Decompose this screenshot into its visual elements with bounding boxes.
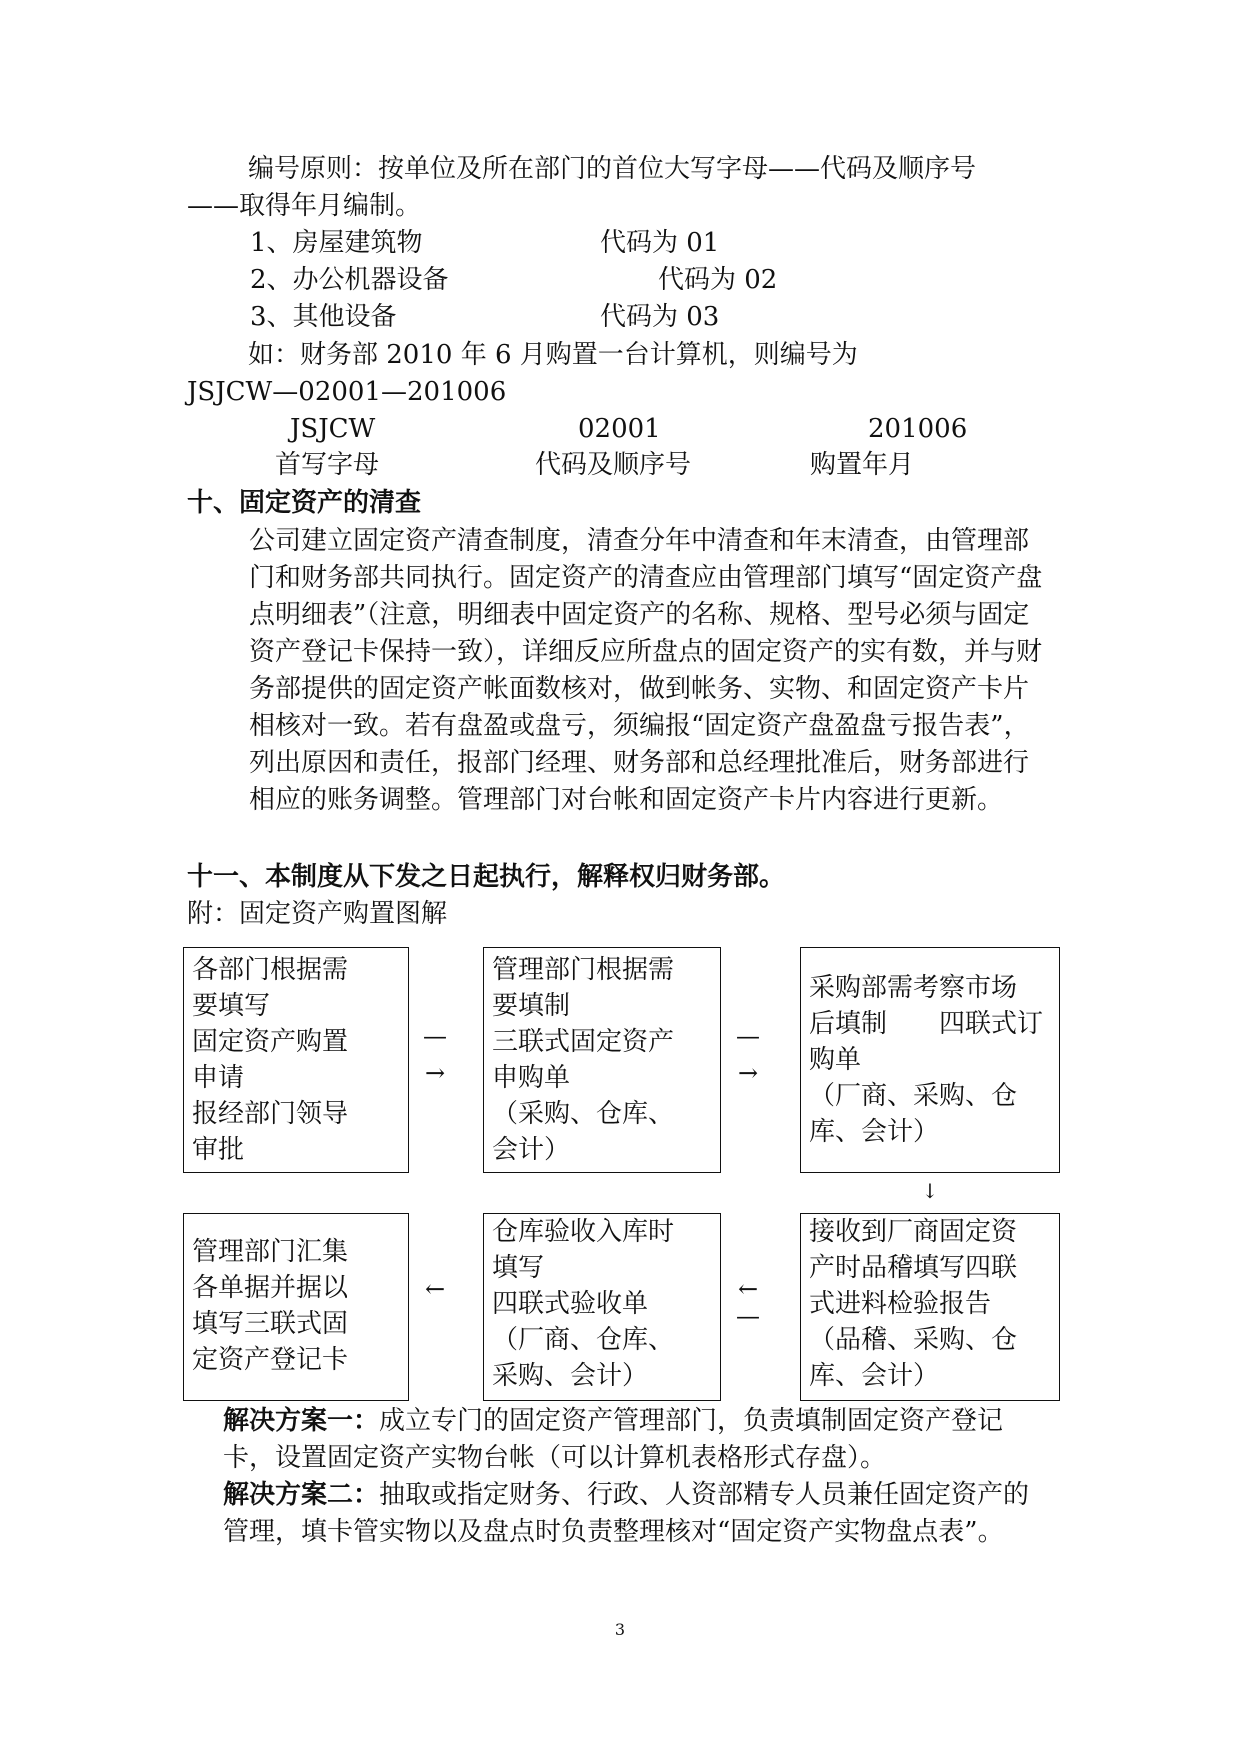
code-label-1: 1、房屋建筑物: [250, 228, 423, 258]
section10-heading: 十、固定资产的清查: [187, 488, 422, 518]
flow-box-requisition-line: 申购单: [492, 1063, 571, 1093]
section10-body: [187, 523, 1053, 819]
flow-arrow-left-2: ←: [737, 1275, 759, 1303]
flow-box-receiving-line: 仓库验收入库时: [492, 1217, 675, 1247]
part-3: 201006: [868, 414, 968, 444]
part-2: 02001: [578, 414, 661, 444]
part-label-1: 首写字母: [275, 450, 380, 480]
flow-box-inspection-line: 库、会计）: [809, 1361, 940, 1391]
flow-box-inspection: [800, 1213, 1060, 1401]
solution-1: [187, 1403, 1053, 1477]
flow-box-apply-line: 报经部门领导: [192, 1099, 349, 1129]
flow-box-inspection-line: 产时品稽填写四联: [809, 1253, 1018, 1283]
code-label-3: 3、其他设备: [250, 302, 397, 332]
solution-2-title: 解决方案二：: [223, 1480, 380, 1510]
flow-box-purchase-order-line: 购单: [809, 1045, 862, 1075]
flow-box-registration-line: 填写三联式固: [192, 1309, 349, 1339]
appendix-label: 附：固定资产购置图解: [187, 899, 448, 929]
flow-box-inspection-line: （品稽、采购、仓: [809, 1325, 1018, 1355]
flow-box-registration-line: 各单据并据以: [192, 1273, 349, 1303]
flow-box-requisition-line: 要填制: [492, 991, 571, 1021]
section10-body-text: 公司建立固定资产清查制度，清查分年中清查和年末清查，由管理部门和财务部共同执行。固定资产的清查应由管理部门填写“固定资产盘点明细表”（注意，明细表中固定资产的名称、规格、型号必须与固定资产登记卡保持一致），详细反应所盘点的固定资产的实有数，并与财务部提供的固定资产帐面数核对，做到帐务、实物、和固定资产卡片相核对一致。若有盘盈或盘亏，须编报“固定资产盘盈盘亏报告表”，列出原因和责任，报部门经理、财务部和总经理批准后，财务部进行相应的账务调整。管理部门对台帐和固定资产卡片内容进行更新。: [249, 526, 1043, 815]
flow-dash-2: —: [736, 1022, 760, 1050]
code-value-1: 代码为 01: [600, 228, 720, 258]
flow-box-apply-line: 申请: [192, 1063, 245, 1093]
numbering-rule-line2: ——取得年月编制。: [187, 191, 422, 221]
flow-box-registration-line: 管理部门汇集: [192, 1237, 349, 1267]
code-value-2: 代码为 02: [658, 265, 778, 295]
flow-arrow-right-1: →: [424, 1059, 446, 1087]
flow-box-receiving: [483, 1213, 721, 1401]
flow-box-apply-line: 审批: [192, 1135, 245, 1165]
flow-box-requisition-line: 三联式固定资产: [492, 1027, 675, 1057]
code-value-3: 代码为 03: [600, 302, 720, 332]
flow-arrow-left-1: ←: [424, 1275, 446, 1303]
flow-box-apply-line: 各部门根据需: [192, 955, 349, 985]
flow-box-requisition-line: 会计）: [492, 1135, 571, 1165]
code-label-2: 2、办公机器设备: [250, 265, 449, 295]
part-1: JSJCW: [290, 414, 376, 444]
flow-dash-3: —: [736, 1302, 760, 1330]
flow-box-purchase-order-line: 后填制 四联式订: [809, 1009, 1044, 1039]
flow-box-requisition-line: 管理部门根据需: [492, 955, 675, 985]
page-number: 3: [614, 1620, 626, 1639]
numbering-rule-line1: 编号原则：按单位及所在部门的首位大写字母——代码及顺序号: [248, 154, 977, 184]
solution-1-text: 成立专门的固定资产管理部门，负责填制固定资产登记卡，设置固定资产实物台帐（可以计算机表格形式存盘）。: [223, 1406, 1004, 1473]
flow-arrow-down: ↓: [921, 1179, 939, 1203]
flow-box-requisition: [483, 947, 721, 1173]
flow-box-registration-line: 定资产登记卡: [192, 1345, 349, 1375]
flow-box-receiving-line: 四联式验收单: [492, 1289, 649, 1319]
section11-heading: 十一、本制度从下发之日起执行，解释权归财务部。: [187, 862, 786, 892]
solution-2: [187, 1477, 1053, 1551]
solution-1-title: 解决方案一：: [223, 1406, 380, 1436]
example-line1: 如：财务部 2010 年 6 月购置一台计算机，则编号为: [248, 340, 858, 370]
flow-box-receiving-line: 填写: [492, 1253, 545, 1283]
flow-box-inspection-line: 接收到厂商固定资: [809, 1217, 1018, 1247]
flow-box-purchase-order-line: 库、会计）: [809, 1117, 940, 1147]
flow-box-registration: [183, 1213, 409, 1401]
flow-box-purchase-order: [800, 947, 1060, 1173]
example-line2: JSJCW—02001—201006: [187, 377, 507, 407]
solution-2-text: 抽取或指定财务、行政、人资部精专人员兼任固定资产的管理，填卡管实物以及盘点时负责整理核对“固定资产实物盘点表”。: [223, 1480, 1030, 1547]
flow-box-receiving-line: 采购、会计）: [492, 1361, 649, 1391]
flow-box-apply-line: 要填写: [192, 991, 271, 1021]
flow-arrow-right-2: →: [737, 1059, 759, 1087]
part-label-2: 代码及顺序号: [535, 450, 692, 480]
flow-dash-1: —: [423, 1022, 447, 1050]
part-label-3: 购置年月: [810, 450, 915, 480]
flow-box-apply-line: 固定资产购置: [192, 1027, 349, 1057]
flow-box-requisition-line: （采购、仓库、: [492, 1099, 675, 1129]
flow-box-purchase-order-line: 采购部需考察市场: [809, 973, 1018, 1003]
flow-box-receiving-line: （厂商、仓库、: [492, 1325, 675, 1355]
flow-box-inspection-line: 式进料检验报告: [809, 1289, 992, 1319]
flow-box-apply: [183, 947, 409, 1173]
flow-box-purchase-order-line: （厂商、采购、仓: [809, 1081, 1018, 1111]
